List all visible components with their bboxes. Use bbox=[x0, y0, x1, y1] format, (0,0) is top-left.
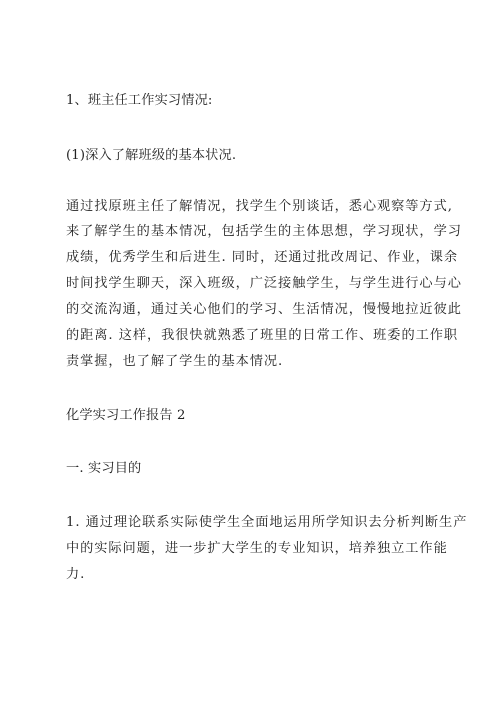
paragraph-line: 的距离. 这样，我很快就熟悉了班里的日常工作、班委的工作职 bbox=[66, 328, 458, 343]
paragraph-line: 时间找学生聊天，深入班级，广泛接触学生，与学生进行心与心 bbox=[66, 276, 462, 291]
report-title: 化学实习工作报告 2 bbox=[66, 408, 186, 423]
section-heading-internship-purpose: 一. 实习目的 bbox=[66, 461, 142, 476]
paragraph-line: 责掌握，也了解了学生的基本情况. bbox=[66, 354, 284, 369]
paragraph-line: 中的实际问题，进一步扩大学生的专业知识，培养独立工作能 bbox=[66, 541, 448, 556]
paragraph-line: 的交流沟通，通过关心他们的学习、生活情况，慢慢地拉近彼此 bbox=[66, 302, 462, 317]
subheading-class-status: (1)深入了解班级的基本状况. bbox=[66, 148, 237, 163]
paragraph-line: 1. 通过理论联系实际使学生全面地运用所学知识去分析判断生产 bbox=[66, 515, 468, 530]
section-heading-class-teacher: 1、班主任工作实习情况: bbox=[66, 93, 213, 108]
paragraph-line: 来了解学生的基本情况，包括学生的主体思想，学习现状，学习 bbox=[66, 224, 462, 239]
paragraph-line: 成绩，优秀学生和后进生. 同时，还通过批改周记、作业，课余 bbox=[66, 250, 458, 265]
paragraph-line: 力. bbox=[66, 567, 86, 582]
paragraph-line: 通过找原班主任了解情况，找学生个别谈话，悉心观察等方式, bbox=[66, 199, 453, 214]
